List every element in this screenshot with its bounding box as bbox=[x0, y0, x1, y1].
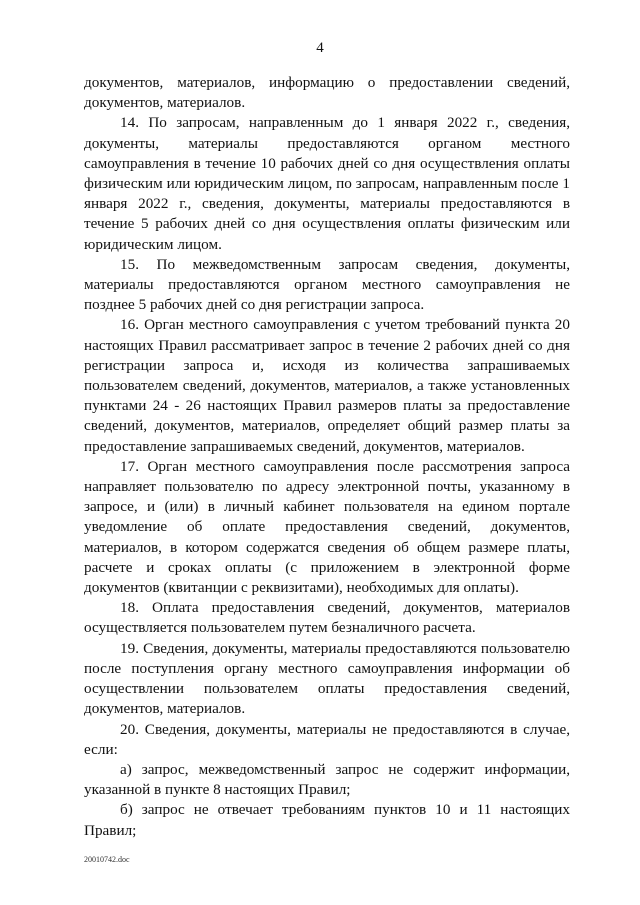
footer-filename: 20010742.doc bbox=[84, 855, 130, 864]
paragraph-20: 20. Сведения, документы, материалы не предоставляются в случае, если: bbox=[84, 720, 570, 758]
paragraph-18: 18. Оплата предоставления сведений, документов, материалов осуществляется пользователем путем безналичного расчета. bbox=[84, 599, 570, 637]
subparagraph-b: б) запрос не отвечает требованиям пунктов 10 и 11 настоящих Правил; bbox=[84, 801, 570, 839]
subparagraph-a: а) запрос, межведомственный запрос не содержит информации, указанной в пункте 8 настоящих Правил; bbox=[84, 760, 570, 799]
paragraph-16: 16. Орган местного самоуправления с учетом требований пункта 20 настоящих Правил рассматривает запрос в течение 2 рабочих дней со дня регистрации запроса и, исходя из количества запрашиваемых пользователем сведений, документов, материалов, а также установленных пунктами 24 - 26 настоящих Правил размеров платы за предоставление сведений, документов, материалов, определяет общий размер платы за предоставление запрашиваемых сведений, документов, материалов. bbox=[84, 316, 570, 455]
paragraph-continuation: документов, материалов, информацию о предоставлении сведений, документов, материалов. bbox=[84, 74, 570, 112]
paragraph-15: 15. По межведомственным запросам сведения, документы, материалы предоставляются органом местного самоуправления не позднее 5 рабочих дней со дня регистрации запроса. bbox=[84, 255, 570, 314]
paragraph-14: 14. По запросам, направленным до 1 января 2022 г., сведения, документы, материалы предоставляются органом местного самоуправления в течение 10 рабочих дней со дня осуществления оплаты физическим или юридическим лицом, по запросам, направленным после 1 января 2022 г., сведения, документы, материалы предоставляются в течение 5 рабочих дней со дня осуществления оплаты физическим или юридическим лицом. bbox=[84, 114, 570, 253]
page-number: 4 bbox=[316, 40, 324, 56]
paragraph-17: 17. Орган местного самоуправления после рассмотрения запроса направляет пользователю по адресу электронной почты, указанному в запросе, и (или) в личный кабинет пользователя на едином портале уведомление об оплате предоставления сведений, документов, материалов, в котором содержатся сведения об общем размере платы, расчете и сроках оплаты (с приложением в электронной форме документов (квитанции с реквизитами), необходимых для оплаты). bbox=[84, 457, 570, 597]
paragraph-19: 19. Сведения, документы, материалы предоставляются пользователю после поступления органу местного самоуправления информации об осуществлении пользователем оплаты предоставления сведений, документов, материалов. bbox=[84, 639, 570, 718]
body-text bbox=[84, 73, 570, 841]
